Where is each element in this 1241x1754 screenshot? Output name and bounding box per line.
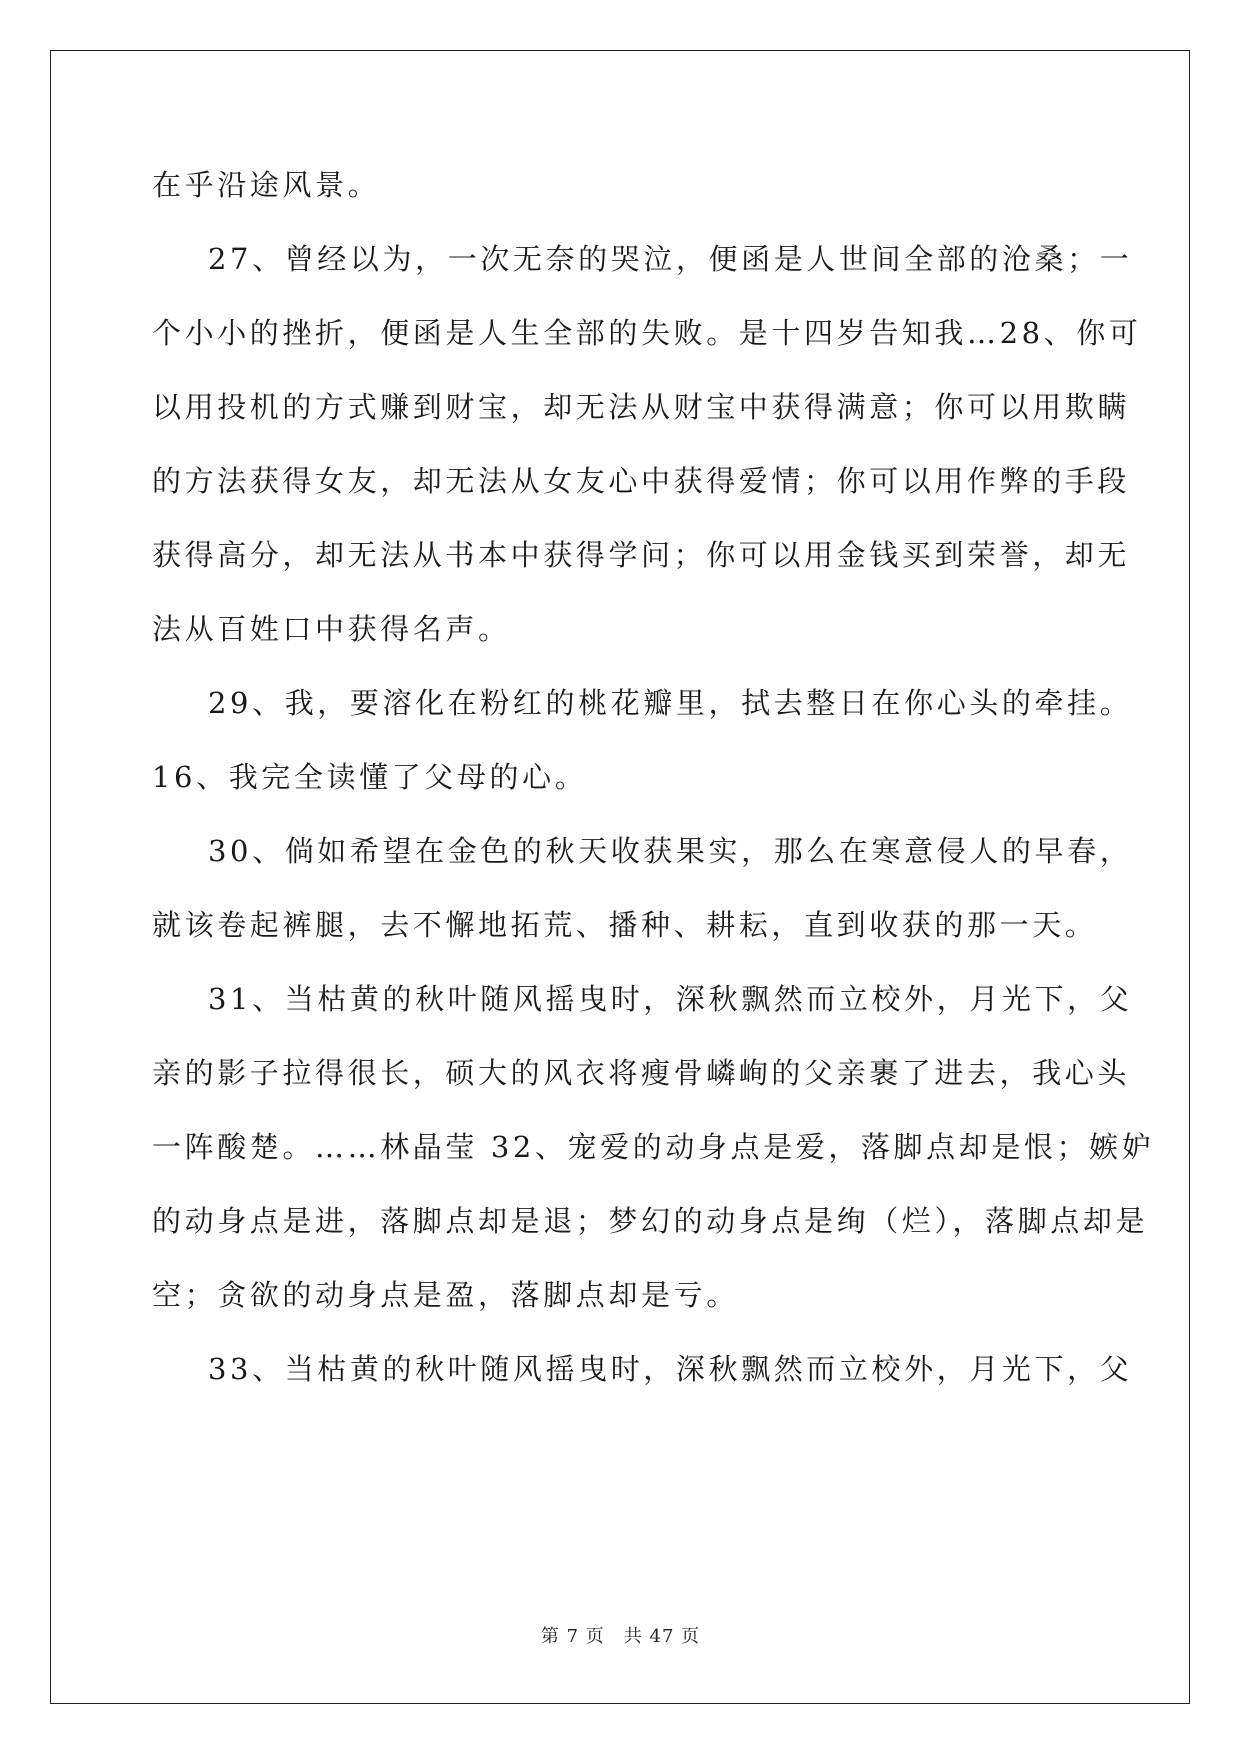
page-frame bbox=[50, 50, 1190, 1704]
text-line: 就该卷起裤腿，去不懈地拓荒、播种、耕耘，直到收获的那一天。 bbox=[152, 908, 1098, 942]
text-line: 33、当枯黄的秋叶随风摇曳时，深秋飘然而立校外，月光下，父 bbox=[208, 1352, 1133, 1386]
text-line: 获得高分，却无法从书本中获得学问；你可以用金钱买到荣誉，却无 bbox=[152, 538, 1131, 572]
text-line: 27、曾经以为，一次无奈的哭泣，便函是人世间全部的沧桑；一 bbox=[208, 242, 1133, 276]
text-line: 16、我完全读懂了父母的心。 bbox=[152, 760, 588, 794]
text-line: 29、我，要溶化在粉红的桃花瓣里，拭去整日在你心头的牵挂。 bbox=[208, 686, 1133, 720]
page-number-footer: 第 7 页 共 47 页 bbox=[540, 1626, 701, 1647]
text-line: 30、倘如希望在金色的秋天收获果实，那么在寒意侵人的早春， bbox=[208, 834, 1133, 868]
text-line: 以用投机的方式赚到财宝，却无法从财宝中获得满意；你可以用欺瞒 bbox=[152, 390, 1131, 424]
text-line: 的动身点是进，落脚点却是退；梦幻的动身点是绚（烂），落脚点却是 bbox=[152, 1204, 1149, 1238]
text-line: 亲的影子拉得很长，硕大的风衣将瘦骨嶙峋的父亲裹了进去，我心头 bbox=[152, 1056, 1131, 1090]
text-line: 31、当枯黄的秋叶随风摇曳时，深秋飘然而立校外，月光下，父 bbox=[208, 982, 1133, 1016]
text-line: 法从百姓口中获得名声。 bbox=[152, 612, 511, 646]
text-line: 空；贪欲的动身点是盈，落脚点却是亏。 bbox=[152, 1278, 739, 1312]
text-line: 在乎沿途风景。 bbox=[152, 168, 381, 202]
text-line: 的方法获得女友，却无法从女友心中获得爱情；你可以用作弊的手段 bbox=[152, 464, 1131, 498]
text-line: 个小小的挫折，便函是人生全部的失败。是十四岁告知我…28、你可 bbox=[152, 316, 1142, 350]
text-line: 一阵酸楚。……林晶莹 32、宠爱的动身点是爱，落脚点却是恨；嫉妒 bbox=[152, 1130, 1155, 1164]
